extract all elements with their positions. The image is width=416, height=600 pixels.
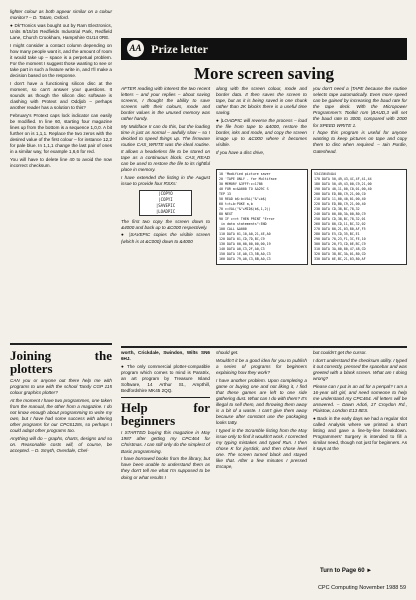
paragraph: February's Protext caps lock indicator can easily be modified. In line 60, starting four magazine lines up from the bottom is a sequence 1,0,0. A bit further on is 1,1,1. Replace the two zeros with the desired value of the first colour – for instance 12,2 for pale blue. In 1,1,1 change the last pair of ones in a similar way, for example 1,6,6 for red. xyxy=(10,112,112,155)
column-4-prize-letter xyxy=(313,86,407,156)
column-1-joining-plotters xyxy=(10,346,112,456)
code-line: 130 DATA 00,00,00,00,00,19 xyxy=(219,242,271,246)
prize-letter-banner xyxy=(121,38,407,60)
code-line: 320 DATA 38,BC,3A,01,80,CD xyxy=(314,252,366,256)
code-line: 534156454A4 xyxy=(314,172,336,176)
code-line: 170 DATA 50,49,43,4C,4F,41,44 xyxy=(314,177,372,181)
section-divider xyxy=(121,346,407,348)
code-line: 300 DATA 20,F3,CD,0E,BC,C9 xyxy=(314,242,366,246)
code-line: 40 FOR a=&A000 TO &A29C S xyxy=(219,187,269,191)
paragraph: I don't understand the checksum utility. I typed it out correctly, pressed the spacebar and was greeted with a blank screen. What am I doing wrong? xyxy=(313,357,407,381)
paragraph: My Multiface II can do this, but the loading time is just as normal – awfully slow – so I decided to speed things up. The firmware routine CAS_WRITE was the ideal routine. It allows a headerless file to be stored on tape as a continuous block. CAS_READ can be used to restore the file to its rightful place in memory. xyxy=(121,124,210,172)
paragraph: ● Dk'Tronics was bought out by Ram Electronics, Units 8/15/16 Redfields Industrial Park, Redfield Lane, Church Crookham, Hampshire GU14 0RE. xyxy=(10,22,112,40)
banner-title: Prize letter xyxy=(151,42,208,56)
code-line: 210 DATA 11,00,40,01,00,40 xyxy=(314,197,366,201)
code-line: 180 DATA 50,49,43,00,C9,21,00 xyxy=(314,182,372,186)
code-line: 200 DATA ED,B0,C9,21,00,C0 xyxy=(314,192,366,196)
paragraph: ● Back in the early days we had a regular slot called Analysis where we printed a short listing and gave a line-by-line breakdown. Programmers' Surgery is intended to fill a similar need, though not just for beginners. As it says at the xyxy=(313,415,407,452)
column-2-prize-letter xyxy=(121,86,210,246)
paragraph: Wouldn't it be a good idea for you to publish a series of programs for beginners explaining how they work? xyxy=(216,357,307,375)
code-line: 270 DATA 80,21,03,80,AF,F5 xyxy=(314,227,366,231)
code-line: 250 DATA CD,38,BC,78,32,01 xyxy=(314,217,366,221)
section-divider xyxy=(10,343,112,345)
code-line: 290 DATA 70,23,F1,3C,FE,10 xyxy=(314,237,366,241)
paragraph: along with the screen colour, mode and border data. It then saves the screen to tape, but as it is being saved in one chunk rather than 2K blocks there is a useful time saving. xyxy=(216,86,307,116)
code-line: 90 IF c<>t THEN PRINT "Error xyxy=(219,217,275,221)
code-line: 100 CALL &A000 xyxy=(219,227,247,231)
basic-listing-part-2 xyxy=(311,169,407,265)
article-title: More screen saving xyxy=(193,64,335,83)
paragraph: worth, Crickdale, Swindon, Wilts SN6 6HJ. xyxy=(121,350,210,362)
paragraph: I might consider a contact column depending on how many people want it, and the amount of room it would take up – space is a perpetual problem. For the moment I suggest those wanting to see or take part in such a feature write in, and I'll make a decision based on the response. xyxy=(10,42,112,79)
code-line: in data statements":END xyxy=(219,222,267,226)
column-3-bottom xyxy=(216,350,307,472)
rsx-item: |COPYO xyxy=(158,190,173,196)
paragraph: I STARTED buying this magazine in May 1987 after getting my CPC464 for Christmas. I can still only do the simplest of Basic programming. xyxy=(121,430,210,454)
paragraph: I typed in the Scramble listing from the May issue only to find it wouldn't work. I corrected my typing mistakes and typed Run. I then chose K for joystick, and then chose level one. The screen turned black and stayed like that. After a few minutes I pressed Escape, xyxy=(216,427,308,470)
code-line: 240 DATA 00,80,3A,00,80,C9 xyxy=(314,212,366,216)
basic-listing-part-1 xyxy=(216,169,308,265)
code-line: 190 DATA 40,11,00,C0,01,00,40 xyxy=(314,187,372,191)
rsx-item: |LOADPIC xyxy=(155,208,176,214)
section-heading: Joining the plotters xyxy=(10,348,112,376)
code-line: 150 DATA 1E,A0,C3,5B,A0,C3 xyxy=(219,252,271,256)
turn-to-page-link[interactable]: Turn to Page 60 ► xyxy=(320,568,373,574)
paragraph: but couldn't get the cursor. xyxy=(313,350,367,355)
paragraph: Anything will do – graphs, charts, designs and so on. Reasonable costs will, of course, be accepted. – D. Smyth, Overdale, Chel- xyxy=(10,436,112,454)
aa-logo: AA xyxy=(127,40,144,57)
column-2-bottom xyxy=(121,350,210,482)
code-line: TEP 13 xyxy=(219,192,231,196)
code-line: 310 DATA 3A,00,80,47,48,CD xyxy=(314,247,366,251)
paragraph: I have extended the listing in the August issue to provide four RSXs: xyxy=(121,174,210,186)
code-line: 120 DATA 01,CD,7D,BC,C9 xyxy=(219,237,265,241)
page-footer: CPC Computing November 1988 59 xyxy=(317,585,406,591)
paragraph: lighter colour as both appear similar on a colour monitor? – D. Tatam, Oxford. xyxy=(10,9,112,21)
code-line: 20 'TAPE ONLY - for Multiface xyxy=(219,177,277,181)
paragraph: ● |SAVEPIC copies the visible screen (which is at &C000) down to &4000 xyxy=(121,232,210,244)
rsx-item: |COPYI xyxy=(158,196,173,202)
code-line: 140 DATA A0,C3,2F,A0,C3 xyxy=(219,247,265,251)
column-1-letter xyxy=(10,9,112,171)
rsx-box xyxy=(139,190,192,216)
code-line: 260 DATA 80,CD,11,BC,32,02 xyxy=(314,222,366,226)
code-line: 80 NEXT xyxy=(219,212,233,216)
column-3-prize-letter xyxy=(216,86,307,158)
paragraph: I have another problem. Upon completing a game or buying one and not liking it, I find that these games are left to one side gathering dust. What can I do with them? It's illegal to sell them, and throwing them away is a bit of a waste. I can't give them away because after constant use the packaging looks tatty. xyxy=(216,377,307,426)
rsx-item: |SAVEPIC xyxy=(155,202,176,208)
paragraph: you don't need a |TAPE because the routine selects tape automatically. Even more speed can be gained by increasing the baud rate for the tape deck. With the Micropower Programmer's Toolkit rom |BAUD,3 will set the baud rate to 3000, compared with 2000 for SPEED WRITE 1. xyxy=(313,86,407,128)
code-line: 110 DATA 01,10,A0,21,4E,A0 xyxy=(219,232,271,236)
code-line: 280 DATA E5,CD,35,BC,E1 xyxy=(314,232,360,236)
code-line: 10 'Modified picture saver xyxy=(219,172,271,176)
code-line: 230 DATA CD,38,BC,78,32 xyxy=(314,207,360,211)
code-line: 160 DATA 79,A0,C3,8B,A0,C3 xyxy=(219,257,271,261)
code-line: 60 t=t+b:POKE a,b xyxy=(219,202,253,206)
column-4-bottom xyxy=(313,350,407,454)
code-line: 50 READ b$:b=VAL("&"+b$) xyxy=(219,197,267,201)
paragraph: AFTER reading with interest the two recent letters – and your replies – about saving screens, I thought the ability to save screens with their colours, mode and border values in the unused memory was rather handy. xyxy=(121,86,210,122)
paragraph: You will have to delete line 40 to avoid the now incorrect checksum. xyxy=(10,157,112,169)
code-line: 70 c=VAL("&"+MID$(b$,1,2)) xyxy=(219,207,271,211)
paragraph: ● |LOADPIC will reverse the process – load the file from tape to &4000, restore the border, inks and mode, and copy the screen image up to &C000 where it becomes visible. xyxy=(216,118,307,148)
paragraph: I have borrowed books from the library, but have been unable to understand them as they don't tell me what I'm supposed to be doing or what results I xyxy=(121,456,210,480)
paragraph: If you have a disc drive, xyxy=(216,150,265,156)
code-line: 330 DATA 0E,BC,21,03,80,AF xyxy=(314,257,366,261)
paragraph: I hope this program is useful for anyone wanting to keep pictures on tape and copy them to disc when required. – Iain Purdie, Gateshead. xyxy=(313,130,407,154)
paragraph: ● The only commercial plotter-compatible program which comes to mind is Paratrix, an art program by Treasure Island Software, 14 Arthur St., Ampthill, Bedfordshire MK45 2QQ. xyxy=(121,363,210,394)
paragraph: At the moment I have two programmes, one taken from the manual, the other from a magazine. I do not know enough about programming to write my own, but I have had some success with altering other programs for our CPC6128s, so perhaps I could adapt other programs too. xyxy=(10,397,112,434)
code-line: 220 DATA ED,B0,C9,21,00,40 xyxy=(314,202,366,206)
paragraph: I don't have a functioning silicon disc at the moment, so can't answer your questions. It sounds as though the silicon disc software is clashing with Protext and Oddjob – perhaps another reader has a solution to this? xyxy=(10,80,112,111)
paragraph: should get. xyxy=(216,350,239,355)
paragraph: Please can I put in an ad for a penpal? I am a 16-year old girl, and need someone to help me understand my CPC464. All letters will be answered. – Dawn Adoti, 17 Croydon Rd., Plaistow, London E13 8ES. xyxy=(313,383,407,414)
code-line: 30 MEMORY &3FFF:c=1786 xyxy=(219,182,263,186)
paragraph: CAN you or anyone out there help me with programs to use with the school Tandy CGP 115 colour graphics plotter? xyxy=(10,378,112,396)
section-heading: Help for beginners xyxy=(121,397,210,427)
paragraph: The first two copy the screen down to &4000 and back up to &C000 respectively. xyxy=(121,218,210,230)
